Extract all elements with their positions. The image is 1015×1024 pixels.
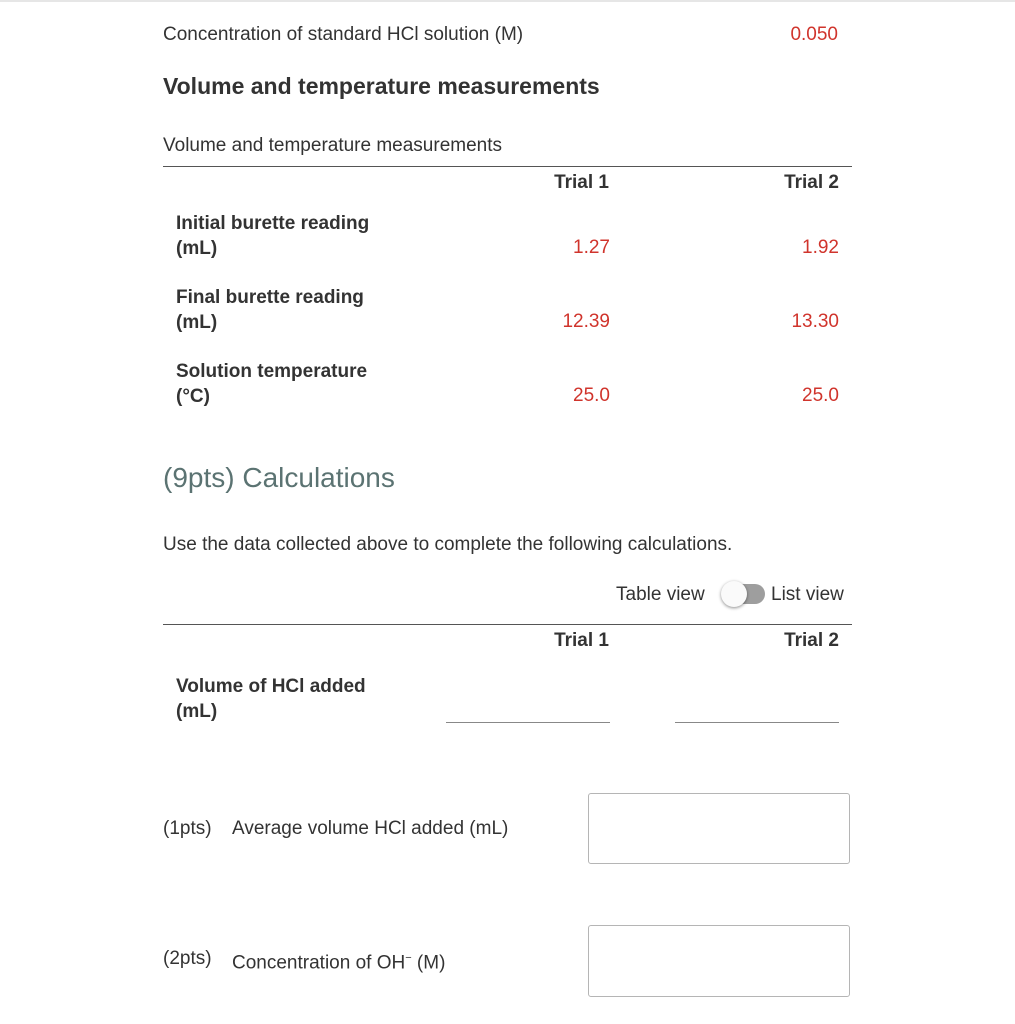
oh-concentration-input[interactable]	[588, 925, 850, 997]
top-divider	[0, 0, 1015, 2]
temperature-trial-1: 25.0	[573, 385, 610, 406]
average-volume-label: Average volume HCl added (mL)	[232, 818, 509, 839]
oh-label-text: Concentration of OH	[232, 952, 406, 974]
row-label-unit: (mL)	[176, 312, 218, 333]
standard-hcl-value: 0.050	[790, 24, 838, 45]
volume-hcl-trial-1-input[interactable]	[446, 722, 610, 723]
temperature-trial-2: 25.0	[802, 385, 839, 406]
view-toggle-switch[interactable]	[725, 584, 765, 604]
list-view-label[interactable]: List view	[771, 584, 844, 605]
oh-label-unit: (M)	[411, 952, 446, 974]
initial-burette-trial-2: 1.92	[802, 237, 839, 258]
col-header-trial-2: Trial 2	[784, 172, 839, 193]
row-label-initial-burette	[176, 211, 416, 261]
measurements-table-caption: Volume and temperature measurements	[163, 135, 503, 156]
row-label-final-burette	[176, 285, 416, 335]
toggle-knob[interactable]	[721, 581, 747, 607]
initial-burette-trial-1: 1.27	[573, 237, 610, 258]
final-burette-trial-2: 13.30	[791, 311, 839, 332]
row-label-unit: (mL)	[176, 701, 218, 722]
oh-concentration-label	[232, 952, 445, 974]
final-burette-trial-1: 12.39	[562, 311, 610, 332]
volume-hcl-trial-2-input[interactable]	[675, 722, 839, 723]
row-label-line: Initial burette reading	[176, 213, 370, 234]
row-label-solution-temperature	[176, 359, 416, 409]
measurements-heading: Volume and temperature measurements	[163, 73, 600, 99]
row-label-line: Final burette reading	[176, 287, 364, 308]
calc-col-header-trial-1: Trial 1	[554, 630, 609, 651]
row-label-volume-hcl-added	[176, 674, 416, 724]
row-label-unit: (°C)	[176, 386, 210, 407]
row-label-unit: (mL)	[176, 238, 218, 259]
calculations-instruction: Use the data collected above to complete the following calculations.	[163, 534, 733, 555]
oh-label-superscript: −	[405, 952, 412, 964]
row-label-line: Volume of HCl added	[176, 676, 366, 697]
calc-col-header-trial-2: Trial 2	[784, 630, 839, 651]
standard-hcl-label: Concentration of standard HCl solution (M)	[163, 24, 524, 45]
table-view-label[interactable]: Table view	[616, 584, 705, 605]
average-volume-points: (1pts)	[163, 818, 212, 839]
row-label-line: Solution temperature	[176, 361, 368, 382]
oh-concentration-points: (2pts)	[163, 948, 212, 969]
table-top-rule	[163, 166, 852, 167]
average-volume-input[interactable]	[588, 793, 850, 864]
calculations-title: (9pts) Calculations	[163, 462, 395, 493]
col-header-trial-1: Trial 1	[554, 172, 609, 193]
calc-table-top-rule	[163, 624, 852, 625]
